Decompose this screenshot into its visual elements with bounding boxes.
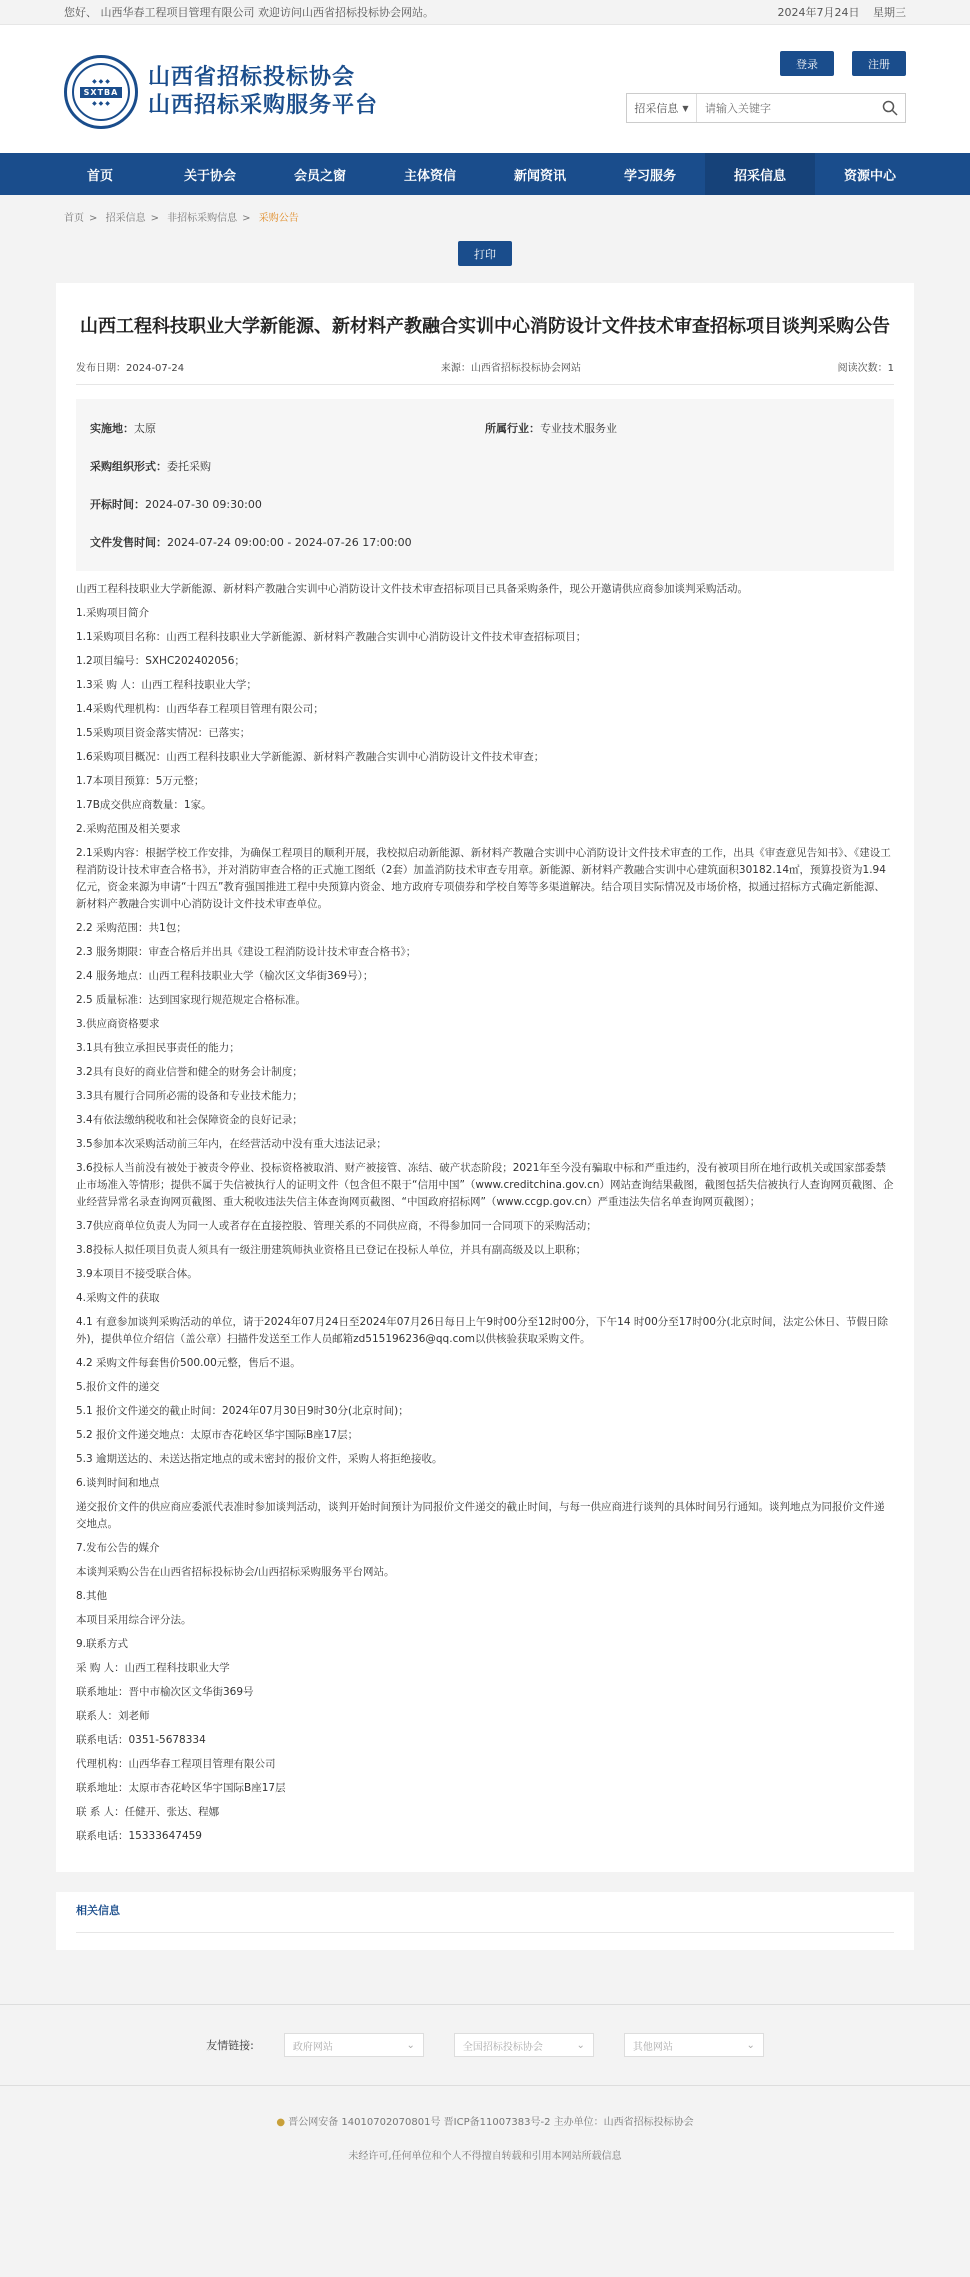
breadcrumb-non-tender[interactable]: 非招标采购信息 <box>167 213 238 224</box>
main-nav <box>0 153 970 195</box>
nav-item-news[interactable]: 新闻资讯 <box>513 168 566 184</box>
article-paragraph: 3.9本项目不接受联合体。 <box>76 1268 198 1280</box>
article-paragraph: 3.1具有独立承担民事责任的能力； <box>76 1042 240 1054</box>
nav-item-procurement[interactable]: 招采信息 <box>705 153 815 195</box>
article-paragraph: 3.2具有良好的商业信誉和健全的财务会计制度； <box>76 1066 303 1078</box>
article-paragraph: 本项目采用综合评分法。 <box>76 1614 192 1626</box>
issue-time-value: 2024-07-24 09:00:00 - 2024-07-26 17:00:00 <box>167 536 412 549</box>
site-logo[interactable] <box>64 55 378 129</box>
breadcrumb-home[interactable]: 首页 <box>64 213 84 224</box>
chevron-down-icon: ▼ <box>682 103 689 113</box>
article-paragraph: 联系电话：15333647459 <box>76 1830 202 1842</box>
nav-item-about[interactable]: 关于协会 <box>183 168 236 184</box>
article-paragraph: 5.1 报价文件递交的截止时间：2024年07月30日9时30分(北京时间)； <box>76 1405 409 1417</box>
article-paragraph: 联系地址：晋中市榆次区文华街369号 <box>76 1686 254 1698</box>
breadcrumb-procurement[interactable]: 招采信息 <box>105 213 146 224</box>
article-card <box>56 283 914 1872</box>
article-paragraph: 9.联系方式 <box>76 1638 129 1650</box>
article-paragraph: 1.2项目编号：SXHC202402056； <box>76 655 245 667</box>
article-paragraph: 1.采购项目简介 <box>76 607 150 619</box>
article-paragraph: 1.5采购项目资金落实情况：已落实； <box>76 727 251 739</box>
top-bar <box>0 0 970 25</box>
link-select-other[interactable]: 其他网站 ⌄ <box>624 2033 764 2057</box>
article-paragraph: 6.谈判时间和地点 <box>76 1477 160 1489</box>
nav-item-members[interactable]: 会员之窗 <box>293 168 346 184</box>
nav-item-credit[interactable]: 主体资信 <box>403 168 456 184</box>
form-value: 委托采购 <box>167 460 211 473</box>
site-header <box>0 25 970 153</box>
article-source: 来源：山西省招标投标协会网站 <box>440 363 581 374</box>
article-paragraph: 联系人：刘老师 <box>76 1710 150 1722</box>
article-paragraph: 4.1 有意参加谈判采购活动的单位，请于2024年07月24日至2024年07月26日每日上午9时00分至12时00分，下午14 时00分至17时00分(北京时间，法定公休日、节假日除外)，提供单位介绍信（盖公章）扫描件发送至工作人员邮箱zd515196236@qq.com以供核验获取采购文件。 <box>76 1316 889 1345</box>
link-select-associations[interactable]: 全国招标投标协会 ⌄ <box>454 2033 594 2057</box>
search-category-select[interactable]: 招采信息 ▼ <box>627 94 697 122</box>
article-paragraph: 4.2 采购文件每套售价500.00元整，售后不退。 <box>76 1357 301 1369</box>
article-paragraph: 2.2 采购范围：共1包； <box>76 922 187 934</box>
article-paragraph: 代理机构：山西华春工程项目管理有限公司 <box>76 1758 276 1770</box>
article-paragraph: 1.4采购代理机构：山西华春工程项目管理有限公司； <box>76 703 324 715</box>
copyright-notice: 未经许可,任何单位和个人不得擅自转载和引用本网站所载信息 <box>348 2151 622 2162</box>
nav-item-home[interactable]: 首页 <box>86 168 113 184</box>
article-paragraph: 2.4 服务地点：山西工程科技职业大学（榆次区文华街369号）； <box>76 970 374 982</box>
article-paragraph: 4.采购文件的获取 <box>76 1292 160 1304</box>
chevron-down-icon: ⌄ <box>406 2039 415 2051</box>
article-paragraph: 1.7B成交供应商数量：1家。 <box>76 799 212 811</box>
article-meta <box>76 359 894 385</box>
chevron-down-icon: ⌄ <box>746 2039 755 2051</box>
article-paragraph: 3.3具有履行合同所必需的设备和专业技术能力； <box>76 1090 303 1102</box>
article-paragraph: 1.7本项目预算：5万元整； <box>76 775 205 787</box>
search-input[interactable] <box>697 102 875 115</box>
police-badge-icon: ● <box>276 2117 286 2128</box>
print-button[interactable]: 打印 <box>458 241 512 266</box>
article-paragraph: 8.其他 <box>76 1590 108 1602</box>
weekday-text: 星期三 <box>873 6 906 19</box>
related-section <box>56 1892 914 1950</box>
location-value: 太原 <box>134 422 156 435</box>
article-paragraph: 联系地址：太原市杏花岭区华宇国际B座17层 <box>76 1782 286 1794</box>
article-paragraph: 1.6采购项目概况：山西工程科技职业大学新能源、新材料产教融合实训中心消防设计文件技术审查； <box>76 751 545 763</box>
article-paragraph: 3.8投标人拟任项目负责人须具有一级注册建筑师执业资格且已登记在投标人单位，并具有副高级及以上职称； <box>76 1244 587 1256</box>
search-bar <box>626 93 906 123</box>
article-paragraph: 3.5参加本次采购活动前三年内，在经营活动中没有重大违法记录； <box>76 1138 387 1150</box>
article-paragraph: 采 购 人：山西工程科技职业大学 <box>76 1662 230 1674</box>
logo-seal-icon: ◆ ◆ ◆ SXTBA ◆ ◆ ◆ <box>64 55 138 129</box>
info-box: 实施地：太原 所属行业：专业技术服务业 采购组织形式：委托采购 开标时间：2024-07-30 09:30:00 文件发售时间：2024-07-24 09:00:00 - 2024-07-26 17:00:00 <box>76 399 894 571</box>
article-body <box>76 581 894 1845</box>
article-paragraph: 本谈判采购公告在山西省招标投标协会/山西招标采购服务平台网站。 <box>76 1566 395 1578</box>
article-paragraph: 5.报价文件的递交 <box>76 1381 160 1393</box>
footer <box>0 2004 970 2174</box>
welcome-text: 您好、 山西华春工程项目管理有限公司 欢迎访问山西省招标投标协会网站。 <box>64 6 434 19</box>
view-count: 阅读次数：1 <box>837 363 894 374</box>
article-paragraph: 3.4有依法缴纳税收和社会保障资金的良好记录； <box>76 1114 303 1126</box>
article-paragraph: 2.采购范围及相关要求 <box>76 823 181 835</box>
breadcrumb: 首页 > 招采信息 > 非招标采购信息 > 采购公告 <box>64 213 299 224</box>
chevron-down-icon: ⌄ <box>576 2039 585 2051</box>
article-paragraph: 5.3 逾期送达的、未送达指定地点的或未密封的报价文件，采购人将拒绝接收。 <box>76 1453 443 1465</box>
article-paragraph: 2.1采购内容：根据学校工作安排，为确保工程项目的顺利开展，我校拟启动新能源、新材料产教融合实训中心消防设计文件技术审查的工作，出具《审查意见告知书》、《建设工程消防设计技术审查合格书》，并对消防审查合格的正式施工图纸（2套）加盖消防技术审查专用章。新能源、新材料产教融合实训中心建筑面积30182.14㎡，预算投资为1.94亿元，资金来源为申请“十四五”教育强国推进工程中央预算内资金、地方政府专项债券和学校自筹等多渠道解决。结合项目实际情况及市场价格，拟通过招标方式确定新能源、新材料产教融合实训中心消防设计文件技术审查单位。 <box>76 847 891 910</box>
nav-item-resources[interactable]: 资源中心 <box>843 168 896 184</box>
search-icon[interactable] <box>875 100 905 116</box>
article-paragraph: 2.5 质量标准：达到国家现行规范规定合格标准。 <box>76 994 307 1006</box>
breadcrumb-current: 采购公告 <box>258 213 299 224</box>
article-paragraph: 联系电话：0351-5678334 <box>76 1734 206 1746</box>
article-paragraph: 3.7供应商单位负责人为同一人或者存在直接控股、管理关系的不同供应商，不得参加同一合同项下的采购活动； <box>76 1220 597 1232</box>
article-paragraph: 2.3 服务期限：审查合格后并出具《建设工程消防设计技术审查合格书》； <box>76 946 417 958</box>
logo-subtitle: 山西招标采购服务平台 <box>148 93 379 118</box>
article-paragraph: 1.1采购项目名称：山西工程科技职业大学新能源、新材料产教融合实训中心消防设计文件技术审查招标项目； <box>76 631 587 643</box>
article-title: 山西工程科技职业大学新能源、新材料产教融合实训中心消防设计文件技术审查招标项目谈判采购公告 <box>80 316 890 337</box>
date-text: 2024年7月24日 <box>777 6 860 19</box>
register-button[interactable]: 注册 <box>852 51 906 76</box>
login-button[interactable]: 登录 <box>780 51 834 76</box>
article-paragraph: 递交报价文件的供应商应委派代表准时参加谈判活动，谈判开始时间预计为同报价文件递交的截止时间，与每一供应商进行谈判的具体时间另行通知。谈判地点为同报价文件递交地点。 <box>76 1501 885 1530</box>
article-paragraph: 联 系 人：任健开、张达、程娜 <box>76 1806 220 1818</box>
logo-title: 山西省招标投标协会 <box>148 65 356 90</box>
links-label: 友情链接: <box>206 2039 254 2052</box>
link-select-government[interactable]: 政府网站 ⌄ <box>284 2033 424 2057</box>
article-paragraph: 7.发布公告的媒介 <box>76 1542 160 1554</box>
icp-text: ● 晋公网安备 14010702070801号 晋ICP备11007383号-2 主办单位：山西省招标投标协会 <box>276 2117 694 2128</box>
article-paragraph: 1.3采 购 人：山西工程科技职业大学； <box>76 679 257 691</box>
article-paragraph: 3.供应商资格要求 <box>76 1018 160 1030</box>
industry-value: 专业技术服务业 <box>540 422 617 435</box>
open-time-value: 2024-07-30 09:30:00 <box>145 498 262 511</box>
nav-item-learning[interactable]: 学习服务 <box>623 168 676 184</box>
related-title: 相关信息 <box>76 1902 894 1933</box>
article-paragraph: 3.6投标人当前没有被处于被责令停业、投标资格被取消、财产被接管、冻结、破产状态阶段；2021年至今没有骗取中标和严重违约，没有被项目所在地行政机关或国家部委禁止市场准入等情形；提供不属于失信被执行人的证明文件（包含但不限于“信用中国”（www.creditchina.gov.cn）网站查询结果截图，截图包括失信被执行人查询网页截图、企业经营异常名录查询网页截图、重大税收违法失信主体查询网页截图、“中国政府招标网”（www.ccgp.gov.cn）严重违法失信名单查询网页截图）； <box>76 1162 894 1208</box>
article-paragraph: 山西工程科技职业大学新能源、新材料产教融合实训中心消防设计文件技术审查招标项目已具备采购条件，现公开邀请供应商参加谈判采购活动。 <box>76 583 748 595</box>
publish-date: 发布日期：2024-07-24 <box>76 363 185 374</box>
article-paragraph: 5.2 报价文件递交地点：太原市杏花岭区华宇国际B座17层； <box>76 1429 359 1441</box>
